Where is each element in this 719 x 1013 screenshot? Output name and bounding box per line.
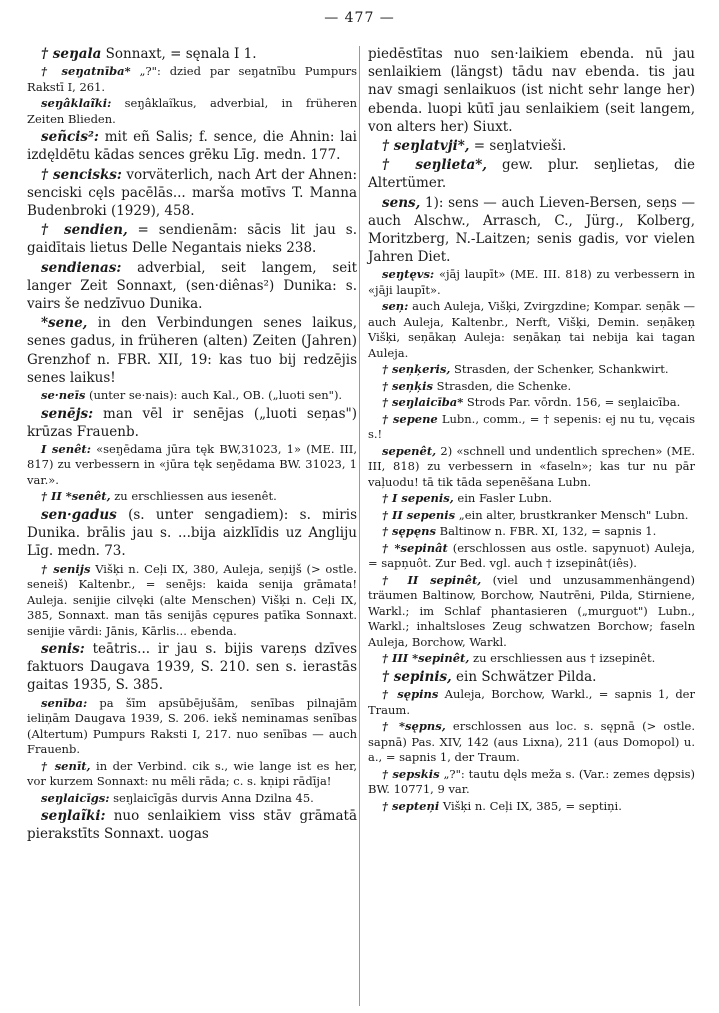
dictionary-entry — [368, 45, 695, 136]
entry-text: Lubn., comm., = † sepenis: ej nu tu, vęcais s.! — [368, 411, 695, 442]
entry-headword: † *sepinât — [382, 540, 448, 555]
left-column — [27, 45, 357, 845]
entry-text: pa šīm apsūbējušām, senības pilnajām ieliņām Daugava 1939, S. 206. iekš neminamas senības (Altertum) Pumpurs Raksti I, 217. nuo senības — auch Frauenb. — [27, 695, 357, 757]
entry-headword: señcis²: — [41, 129, 99, 146]
entry-headword: seŋâklaĩki: — [41, 96, 112, 111]
entry-headword: † septeņi — [382, 798, 440, 813]
dictionary-entry — [368, 668, 695, 686]
entry-text: seŋâklaĩkus, adverbial, in früheren Zeiten Blieden. — [27, 96, 357, 126]
entry-headword: seņ: — [382, 299, 409, 314]
page-number: — 477 — — [324, 10, 395, 26]
entry-text: = sendienām: sācis lit jau s. gaidītais lietus Delle Negantais nieks 238. — [27, 222, 357, 257]
entry-headword: † seņķis — [382, 378, 433, 393]
dictionary-entry — [368, 299, 695, 361]
entry-text: mit eñ Salis; f. sence, die Ahnin: lai izdęldētu kādas sences grēku Līg. medn. 177. — [27, 129, 357, 164]
entry-text: „?": tautu dęls meža s. (Var.: zemes dępsis) BW. 10771, 9 var. — [368, 766, 696, 797]
entry-text: Višķi n. Ceļi IX, 385, = septiņi. — [439, 798, 622, 813]
entry-text: zu erschliessen aus iesenêt. — [110, 489, 277, 504]
entry-text: Auleja, Borchow, Warkl., = sapnis 1, der Traum. — [368, 687, 695, 717]
dictionary-entry — [368, 395, 695, 411]
dictionary-entry — [368, 651, 695, 667]
dictionary-entry — [368, 573, 695, 651]
entry-text: piedēstītas nuo sen·laikiem ebenda. nū jau senlaikiem (längst) tādu nav ebenda. tis jau nav smagi senlaikuos (ist nicht sehr lange her) ebenda. luopi kūtī jau senlaikiem (seit langem, von alters her) Siuxt. — [368, 46, 695, 135]
entry-text: Strasden, der Schenker, Schankwirt. — [450, 362, 669, 377]
entry-text: (viel und unzusammenhängend) träumen Baltinow, Borchow, Nautrēni, Pilda, Stirniene, Warkl.; im Schlaf phantasieren („murguot") Lubn., Warkl.; inhaltsloses Zeug schwatzen Borchow; faseln Auleja, Borchow, Warkl. — [368, 572, 695, 649]
entry-headword: † sepinis, — [382, 668, 452, 685]
entry-text: in der Verbind. cik s., wie lange ist es her, vor kurzem Sonnaxt: nu mēli rāda; c. s. kṇipi rādīja! — [27, 758, 357, 789]
entry-headword: seŋlaicīgs: — [41, 790, 110, 805]
entry-text: ein Schwätzer Pilda. — [451, 668, 597, 685]
dictionary-entry — [368, 508, 695, 524]
entry-text: 2) «schnell und undentlich sprechen» (ME. III, 818) zu verbessern in «faseln»; kas tur nu pār vaļuodu! tā tik tāda sepenēšana Lubn. — [368, 443, 695, 489]
entry-headword: seŋtęvs: — [382, 267, 435, 282]
entry-headword: † senijs — [41, 561, 91, 576]
entry-headword: † *sępns, — [382, 719, 446, 734]
dictionary-entry — [368, 156, 695, 192]
entry-text: «seŋēdama jūra tęk BW,31023, 1» (ME. III, 817) zu verbessern in «jūra tęk seŋēdama BW. 31023, 1 var.». — [27, 441, 357, 487]
entry-headword: † seŋlaicība* — [382, 395, 464, 410]
dictionary-entry — [368, 541, 695, 572]
entry-text: «jāj laupīt» (ME. III. 818) zu verbessern in «jāji laupīt». — [368, 267, 695, 297]
entry-headword: sen·gadus — [41, 506, 117, 523]
dictionary-entry — [368, 267, 695, 298]
entry-headword: † II sepinêt, — [382, 572, 482, 587]
entry-text: gew. plur. seŋlietas, die Altertümer. — [368, 157, 695, 192]
dictionary-entry — [368, 362, 695, 378]
dictionary-entry — [27, 696, 357, 758]
entry-text: man vēl ir senējas („luoti seņas") krūzas Frauenb. — [27, 405, 357, 440]
entry-text: „?": dzied par seŋatnību Pumpurs Rakstī I, 261. — [27, 64, 357, 94]
entry-text: (erschlossen aus ostle. sapynuot) Auleja, = sapņuôt. Zur Bed. vgl. auch † izsepinât(iês). — [368, 540, 696, 571]
dictionary-entry — [27, 640, 357, 695]
dictionary-entry — [368, 719, 695, 766]
right-column — [368, 45, 695, 815]
entry-headword: † sepskis — [382, 766, 440, 781]
entry-headword: senējs: — [41, 405, 94, 422]
dictionary-entry — [368, 799, 695, 815]
dictionary-entry — [27, 791, 357, 807]
entry-text: vorväterlich, nach Art der Ahnen: senciski cęls pacēlās... marša motīvs T. Manna Budenbroki (1929), 458. — [27, 166, 357, 220]
entry-text: = seŋlatvieši. — [469, 138, 567, 155]
entry-headword: sendienas: — [41, 259, 122, 276]
entry-text: in den Verbindungen senes laikus, senes gadus, in früheren (alten) Zeiten (Jahren) Grenzhof n. FBR. XII, 19: kas tuo bij redzējis senes laikus! — [27, 315, 357, 386]
entry-text: 1): sens — auch Lieven-Bersen, seņs — auch Alschw., Arrasch, C., Jürg., Kolberg, Moritzberg, N.-Laitzen; senis gadis, vor vielen Jahren Diet. — [368, 194, 695, 266]
entry-headword: † seŋlatvji*, — [382, 138, 470, 155]
dictionary-entry — [368, 194, 695, 267]
entry-headword: † sendien, — [41, 222, 128, 239]
dictionary-entry — [368, 524, 695, 540]
entry-text: erschlossen aus loc. s. sępnā (> ostle. sapnā) Pas. XIV, 142 (aus Lixna), 211 (aus Domopol) u. a., = sapnis 1, der Traum. — [368, 719, 696, 765]
entry-headword: † sencisks: — [41, 166, 122, 183]
dictionary-entry — [27, 96, 357, 127]
dictionary-entry — [27, 405, 357, 441]
entry-headword: senis: — [41, 641, 85, 658]
dictionary-entry — [27, 506, 357, 561]
entry-headword: † sępęns — [382, 524, 437, 539]
entry-text: teātris... ir jau s. bijis vareņs dzīves faktuors Daugava 1939, S. 210. sen s. ierastās gaitas 1935, S. 385. — [27, 641, 357, 694]
entry-headword: seŋlaĩki: — [41, 808, 106, 825]
dictionary-entry — [27, 759, 357, 790]
dictionary-entry — [27, 64, 357, 95]
dictionary-entry — [27, 166, 357, 221]
dictionary-entry — [368, 412, 695, 443]
dictionary-entry — [368, 379, 695, 395]
dictionary-entry — [27, 489, 357, 505]
column-divider — [359, 46, 360, 1006]
dictionary-entry — [27, 259, 357, 314]
dictionary-entry — [368, 137, 695, 155]
dictionary-entry — [27, 45, 357, 63]
entry-headword: I senêt: — [41, 441, 91, 456]
entry-text: nuo senlaikiem viss stāv grāmatā pierakstīts Sonnaxt. uogas — [27, 808, 357, 843]
entry-headword: † seņķeris, — [382, 362, 451, 377]
entry-headword: † seŋala — [41, 46, 102, 62]
entry-text: Višķi n. Ceļi IX, 380, Auleja, seņijš (> ostle. seneiš) Kaltenbr., = senējs: kaida senija grāmata! Auleja. senijie cilvęki (alte Menschen) Višķi n. Ceļi IX, 385, Sonnaxt. man tās senijās cępures patīka Sonnaxt. senijie vārdi: Jānis, Kārlis... ebenda. — [27, 561, 357, 638]
entry-headword: † sepene — [382, 411, 438, 426]
entry-text: zu erschliessen aus † izsepinêt. — [469, 651, 656, 666]
dictionary-entry — [27, 128, 357, 164]
entry-headword: † sępins — [382, 687, 439, 702]
entry-text: ein Fasler Lubn. — [453, 491, 553, 506]
entry-headword: † II sepenis — [382, 507, 456, 522]
dictionary-entry — [27, 562, 357, 640]
dictionary-entry — [27, 314, 357, 387]
entry-headword: *sene, — [41, 315, 88, 332]
dictionary-entry — [368, 767, 695, 798]
entry-headword: † seŋlieta*, — [382, 157, 487, 174]
dictionary-entry — [368, 687, 695, 718]
entry-headword: senība: — [41, 695, 88, 710]
dictionary-entry — [27, 388, 357, 404]
entry-headword: † senīt, — [41, 758, 91, 773]
entry-text: „ein alter, brustkranker Mensch" Lubn. — [455, 507, 689, 522]
entry-text: (unter se·nais): auch Kal., OB. („luoti sen"). — [85, 388, 343, 403]
entry-headword: sepenêt, — [382, 443, 437, 458]
entry-headword: se·neīs — [41, 388, 86, 403]
dictionary-entry — [368, 491, 695, 507]
entry-text: seŋlaicīgās durvis Anna Dzilna 45. — [109, 790, 314, 805]
entry-text: auch Auleja, Višķi, Zvirgzdine; Kompar. seņāk — auch Auleja, Kaltenbr., Nerft, Višķi, Demin. seņākeņ Višķi, seņākaņ Auleja: seņākaņ tai nebija kai tagan Auleja. — [368, 299, 695, 360]
entry-headword: † II *senêt, — [41, 489, 111, 504]
entry-headword: † I sepenis, — [382, 491, 454, 506]
dictionary-entry — [368, 444, 695, 491]
dictionary-entry — [27, 442, 357, 489]
entry-headword: sens, — [382, 194, 421, 211]
entry-text: Strods Par. vōrdn. 156, = seŋlaicība. — [463, 395, 681, 410]
entry-text: Strasden, die Schenke. — [432, 378, 572, 393]
entry-text: Baltinow n. FBR. XI, 132, = sapnis 1. — [436, 524, 657, 539]
dictionary-entry — [27, 807, 357, 843]
entry-headword: † III *sepinêt, — [382, 651, 470, 666]
entry-text: adverbial, seit langem, seit langer Zeit Sonnaxt, (sen·diênas²) Dunika: s. vairs še nedzīvuo Dunika. — [27, 259, 357, 313]
entry-headword: † seŋatnība* — [41, 64, 131, 79]
entry-text: Sonnaxt, = sęnala I 1. — [101, 46, 257, 62]
dictionary-entry — [27, 221, 357, 257]
entry-text: (s. unter sengadiem): s. miris Dunika. brālis jau s. ...bija aizklīdis uz Angliju Līg. medn. 73. — [27, 506, 357, 560]
